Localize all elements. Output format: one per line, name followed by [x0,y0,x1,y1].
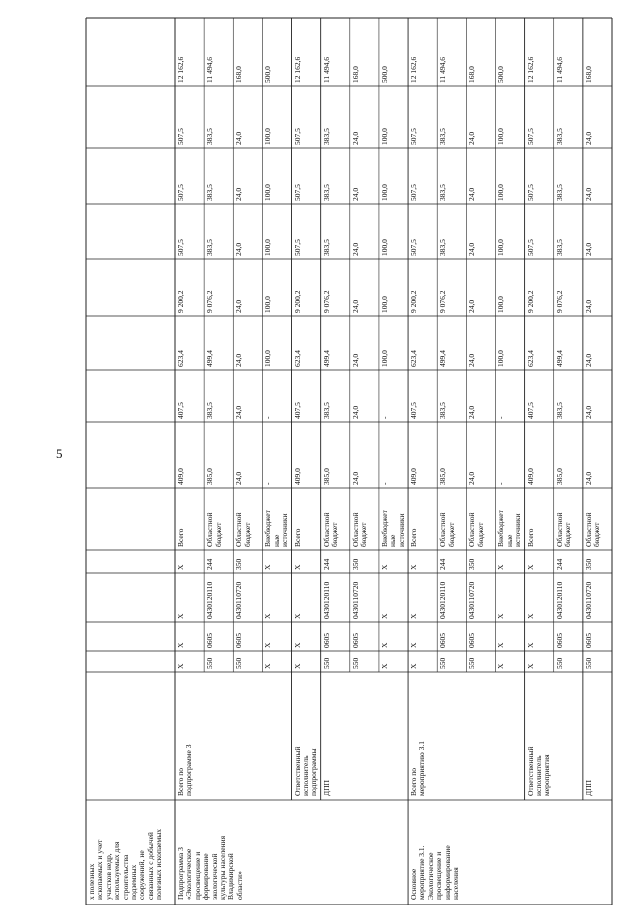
cell-csr: 0430110720 [583,581,593,619]
cell-csr: 0430120110 [438,581,448,619]
cell-y2021: 9 076,2 [438,290,448,313]
cell-source: бюджет [592,522,602,547]
cell-y2019: 407,5 [176,402,185,419]
cell-source: источники [513,513,523,547]
cell-rz: Х [176,642,185,648]
header-continuation-text: полезных ископаемых [154,828,164,900]
cell-rz: 0605 [438,633,448,648]
cell-y2023: 24,0 [350,187,360,201]
cell-vr: Х [496,564,506,570]
cell-y2020: 100,0 [379,350,389,367]
cell-y2019: 383,5 [438,402,448,419]
cell-y2018: 385,0 [205,468,215,485]
cell-vr: Х [409,564,419,570]
cell-rz: Х [263,642,273,648]
cell-rz: Х [379,642,389,648]
cell-y2018: 409,0 [409,468,419,485]
cell-csr: Х [292,613,302,619]
program-name-text: Владимирской [226,853,236,900]
cell-y2022: 507,5 [292,239,302,256]
cell-vr: 350 [467,558,477,570]
cell-grbs: 550 [554,657,564,669]
cell-csr: Х [409,613,419,619]
program-name-text: Подпрограмма 3 [176,847,185,900]
cell-y2024: 383,5 [554,128,564,145]
executor-text: мероприятия [542,754,552,796]
cell-y2020: 499,4 [205,350,215,367]
cell-y2022: 24,0 [467,242,477,256]
cell-y2021: 9 200,2 [409,290,419,313]
cell-y2024: 383,5 [205,128,215,145]
cell-source: Областной [321,512,331,547]
cell-y2023: 507,5 [409,184,419,201]
cell-rz: Х [496,642,506,648]
cell-y2021: 100,0 [496,296,506,313]
cell-grbs: Х [409,663,419,669]
cell-csr: 0430110720 [350,581,360,619]
cell-csr: 0430110720 [467,581,477,619]
cell-y2024: 24,0 [467,131,477,145]
cell-total: 168,0 [234,66,244,83]
cell-rz: 0605 [467,633,477,648]
cell-y2022: 507,5 [176,239,185,256]
cell-y2018: 409,0 [525,468,535,485]
program-name-text: информирование [442,845,452,900]
cell-source: бюджет [213,522,223,547]
cell-y2020: 24,0 [583,353,593,367]
cell-y2022: 100,0 [379,239,389,256]
cell-y2021: 9 076,2 [554,290,564,313]
cell-y2021: 9 200,2 [292,290,302,313]
cell-y2019: 24,0 [234,405,244,419]
cell-vr: 350 [583,558,593,570]
cell-y2019: 383,5 [205,402,215,419]
program-name-text: просвещение и [434,851,444,900]
cell-vr: Х [525,564,535,570]
cell-grbs: 550 [467,657,477,669]
program-name-text: культуры населения [218,835,227,900]
cell-grbs: 550 [234,657,244,669]
cell-y2018: 409,0 [292,468,302,485]
cell-y2020: 623,4 [409,350,419,367]
executor-text: исполнитель [534,755,543,796]
cell-y2018: 24,0 [467,471,477,485]
program-name-text: Экологическое [425,852,435,900]
cell-y2022: 24,0 [350,242,360,256]
cell-y2021: 24,0 [467,299,477,313]
cell-csr: Х [176,613,185,619]
cell-source: Областной [205,512,215,547]
cell-y2023: 24,0 [467,187,477,201]
cell-source: источники [396,513,406,547]
cell-grbs: 550 [205,657,215,669]
program-name-text: мероприятие 3.1. [417,845,427,900]
cell-grbs: 550 [583,657,593,669]
cell-total: 500,0 [379,66,389,83]
cell-vr: 244 [321,558,331,570]
cell-vr: 350 [234,558,244,570]
cell-y2022: 24,0 [234,242,244,256]
cell-source: бюджет [359,522,369,547]
cell-csr: 0430120110 [321,581,331,619]
cell-source: бюджет [563,522,573,547]
page-number: 5 [56,446,63,461]
program-name-text: просвещение и [192,851,202,900]
cell-source: Внебюджет [379,510,389,547]
cell-y2021: 24,0 [583,299,593,313]
cell-total: 12 162,6 [176,56,185,83]
cell-source: Внебюджет [496,510,506,547]
cell-csr: 0430110720 [234,581,244,619]
cell-vr: Х [379,564,389,570]
cell-source: Всего [176,528,185,547]
cell-y2019: 24,0 [467,405,477,419]
executor-text: подпрограмме 3 [184,744,194,796]
cell-y2022: 507,5 [525,239,535,256]
executor-text: Всего по [176,767,185,796]
executor-text: Всего по [409,767,419,796]
cell-vr: 244 [438,558,448,570]
cell-y2023: 507,5 [525,184,535,201]
cell-y2022: 507,5 [409,239,419,256]
cell-source: Областной [467,512,477,547]
cell-total: 12 162,6 [292,56,302,83]
cell-y2021: 100,0 [379,296,389,313]
cell-y2018: 385,0 [438,468,448,485]
cell-y2018: - [379,482,389,485]
cell-source: Всего [409,528,419,547]
cell-y2022: 383,5 [554,239,564,256]
cell-rz: Х [525,642,535,648]
cell-y2022: 100,0 [263,239,273,256]
executor-text: ДПП [321,780,331,796]
executor-text: Ответственный [525,746,535,796]
cell-y2018: 24,0 [350,471,360,485]
cell-y2021: 9 200,2 [525,290,535,313]
cell-rz: 0605 [583,633,593,648]
cell-source: Областной [234,512,244,547]
cell-vr: 244 [205,558,215,570]
cell-y2023: 507,5 [292,184,302,201]
cell-y2023: 383,5 [321,184,331,201]
cell-y2019: 407,5 [409,402,419,419]
cell-y2020: 623,4 [176,350,185,367]
cell-y2024: 24,0 [234,131,244,145]
cell-rz: Х [409,642,419,648]
cell-y2020: 499,4 [554,350,564,367]
cell-rz: 0605 [205,633,215,648]
cell-total: 168,0 [350,66,360,83]
cell-source: Областной [554,512,564,547]
header-continuation-text: ископаемых и учет [95,839,105,900]
cell-vr: 350 [350,558,360,570]
cell-source: Всего [292,528,302,547]
cell-y2021: 9 076,2 [321,290,331,313]
cell-total: 11 494,6 [321,57,331,83]
cell-total: 168,0 [467,66,477,83]
cell-total: 11 494,6 [205,57,215,83]
program-name-text: формирование [201,853,211,900]
cell-y2024: 24,0 [350,131,360,145]
cell-y2020: 499,4 [438,350,448,367]
cell-source: бюджет [446,522,456,547]
cell-y2019: 24,0 [350,405,360,419]
cell-total: 11 494,6 [438,57,448,83]
cell-csr: Х [496,613,506,619]
cell-y2022: 383,5 [321,239,331,256]
cell-y2022: 383,5 [438,239,448,256]
cell-y2023: 383,5 [438,184,448,201]
cell-rz: 0605 [350,633,360,648]
cell-total: 500,0 [263,66,273,83]
cell-total: 11 494,6 [554,57,564,83]
cell-total: 12 162,6 [525,56,535,83]
cell-y2019: - [379,416,389,419]
cell-source: Внебюджет [263,510,273,547]
cell-y2023: 24,0 [583,187,593,201]
cell-source: бюджет [330,522,340,547]
cell-rz: 0605 [321,633,331,648]
cell-vr: Х [263,564,273,570]
cell-y2024: 383,5 [321,128,331,145]
cell-y2024: 100,0 [263,128,273,145]
cell-grbs: Х [379,663,389,669]
cell-y2022: 100,0 [496,239,506,256]
cell-y2019: 383,5 [554,402,564,419]
cell-csr: Х [379,613,389,619]
cell-y2023: 100,0 [496,184,506,201]
cell-source: Областной [438,512,448,547]
cell-rz: 0605 [234,633,244,648]
cell-y2020: 499,4 [321,350,331,367]
program-name-text: населения [451,867,461,900]
cell-vr: Х [176,564,185,570]
cell-grbs: Х [176,663,185,669]
executor-text: исполнитель [300,755,310,796]
cell-y2018: 409,0 [176,468,185,485]
cell-y2021: 24,0 [234,299,244,313]
header-continuation-text: участков недр, [103,853,113,900]
cell-y2018: 24,0 [583,471,593,485]
cell-grbs: 550 [438,657,448,669]
cell-vr: Х [292,564,302,570]
executor-text: Ответственный [292,746,302,796]
cell-source: Областной [583,512,593,547]
cell-y2019: 24,0 [583,405,593,419]
cell-source: ные [388,534,398,547]
cell-y2019: 407,5 [292,402,302,419]
program-name-text: области» [234,871,244,900]
cell-y2024: 383,5 [438,128,448,145]
cell-y2018: - [496,482,506,485]
cell-total: 500,0 [496,66,506,83]
cell-csr: Х [525,613,535,619]
cell-csr: 0430120110 [205,581,215,619]
cell-y2020: 24,0 [234,353,244,367]
cell-y2018: 24,0 [234,471,244,485]
cell-grbs: Х [496,663,506,669]
cell-source: источники [280,513,290,547]
executor-text: ДПП [583,780,593,796]
header-continuation-text: строительства [120,854,130,900]
cell-y2023: 24,0 [234,187,244,201]
cell-y2023: 383,5 [554,184,564,201]
executor-text: подпрограммы [309,748,319,796]
cell-y2021: 9 076,2 [205,290,215,313]
cell-y2021: 100,0 [263,296,273,313]
cell-y2020: 100,0 [496,350,506,367]
cell-y2023: 507,5 [176,184,185,201]
cell-vr: 244 [554,558,564,570]
header-continuation-text: связанных с добычей [145,832,155,900]
cell-source: Всего [525,528,535,547]
cell-y2023: 100,0 [263,184,273,201]
cell-grbs: Х [263,663,273,669]
program-name-text: Основное [409,868,419,900]
cell-y2019: - [496,416,506,419]
cell-y2023: 383,5 [205,184,215,201]
cell-y2018: - [263,482,273,485]
cell-y2019: - [263,416,273,419]
cell-grbs: 550 [321,657,331,669]
cell-y2020: 24,0 [350,353,360,367]
cell-y2021: 24,0 [350,299,360,313]
cell-y2019: 407,5 [525,402,535,419]
cell-source: Областной [350,512,360,547]
cell-y2018: 385,0 [554,468,564,485]
cell-total: 168,0 [583,66,593,83]
cell-y2018: 385,0 [321,468,331,485]
cell-rz: 0605 [554,633,564,648]
cell-y2022: 24,0 [583,242,593,256]
cell-y2022: 383,5 [205,239,215,256]
cell-source: ные [271,534,281,547]
header-continuation-text: х полезных [87,863,96,900]
cell-y2024: 507,5 [409,128,419,145]
cell-rz: Х [292,642,302,648]
cell-y2019: 383,5 [321,402,331,419]
cell-y2024: 507,5 [525,128,535,145]
cell-y2020: 623,4 [292,350,302,367]
cell-y2024: 100,0 [496,128,506,145]
cell-csr: Х [263,613,273,619]
executor-text: мероприятию 3.1 [417,741,427,796]
cell-y2020: 100,0 [263,350,273,367]
cell-y2023: 100,0 [379,184,389,201]
cell-y2024: 24,0 [583,131,593,145]
cell-csr: 0430120110 [554,581,564,619]
header-continuation-text: используемых для [112,841,122,900]
cell-y2024: 507,5 [292,128,302,145]
cell-y2020: 24,0 [467,353,477,367]
cell-y2024: 100,0 [379,128,389,145]
cell-y2021: 9 200,2 [176,290,185,313]
header-continuation-text: подземных [129,864,138,900]
cell-y2024: 507,5 [176,128,185,145]
cell-y2020: 623,4 [525,350,535,367]
program-name-text: «Экологическое [184,848,194,900]
cell-source: бюджет [475,522,485,547]
program-name-text: экологической [209,853,219,900]
cell-grbs: 550 [350,657,360,669]
cell-total: 12 162,6 [409,56,419,83]
header-continuation-text: сооружений, не [137,850,147,900]
cell-source: ные [504,534,514,547]
cell-source: бюджет [242,522,252,547]
cell-grbs: Х [292,663,302,669]
cell-grbs: Х [525,663,535,669]
